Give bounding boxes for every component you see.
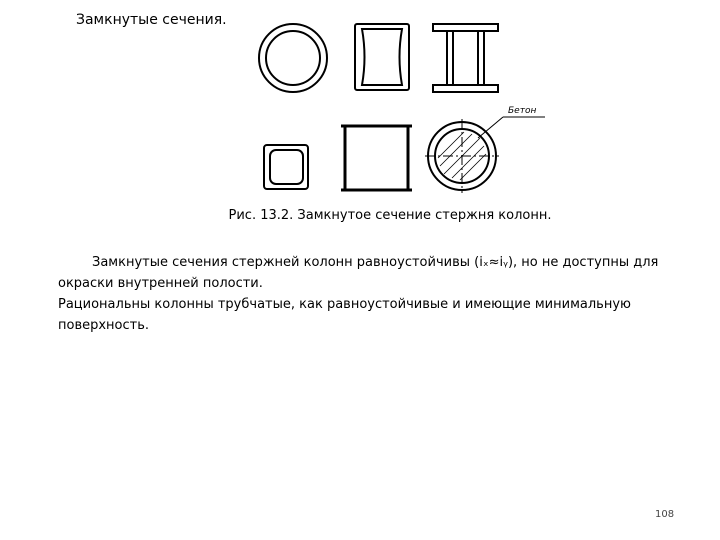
paragraph-equal-stability: Замкнутые сечения стержней колонн равноустойчивы (iₓ≈iᵧ), но не доступны для окраски внутренней полости. [58, 255, 659, 291]
closed-sections-figure [0, 0, 720, 210]
paragraph-tubular-columns: Рациональны колонны трубчатые, как равноустойчивые и имеющие минимальную поверхность. [58, 297, 631, 333]
i-beam-box-section [433, 24, 498, 92]
round-tube-section [259, 24, 327, 92]
channel-box-section [355, 24, 409, 90]
page-number: 108 [655, 509, 675, 520]
body-text [58, 252, 708, 336]
concrete-label: Бетон [508, 106, 537, 116]
plate-box-section [341, 126, 412, 190]
slide-heading: Замкнутые сечения. [76, 12, 227, 28]
square-tube-section [264, 145, 308, 189]
figure-caption: Рис. 13.2. Замкнутое сечение стержня колонн. [228, 208, 552, 223]
concrete-filled-tube-section [425, 117, 545, 193]
